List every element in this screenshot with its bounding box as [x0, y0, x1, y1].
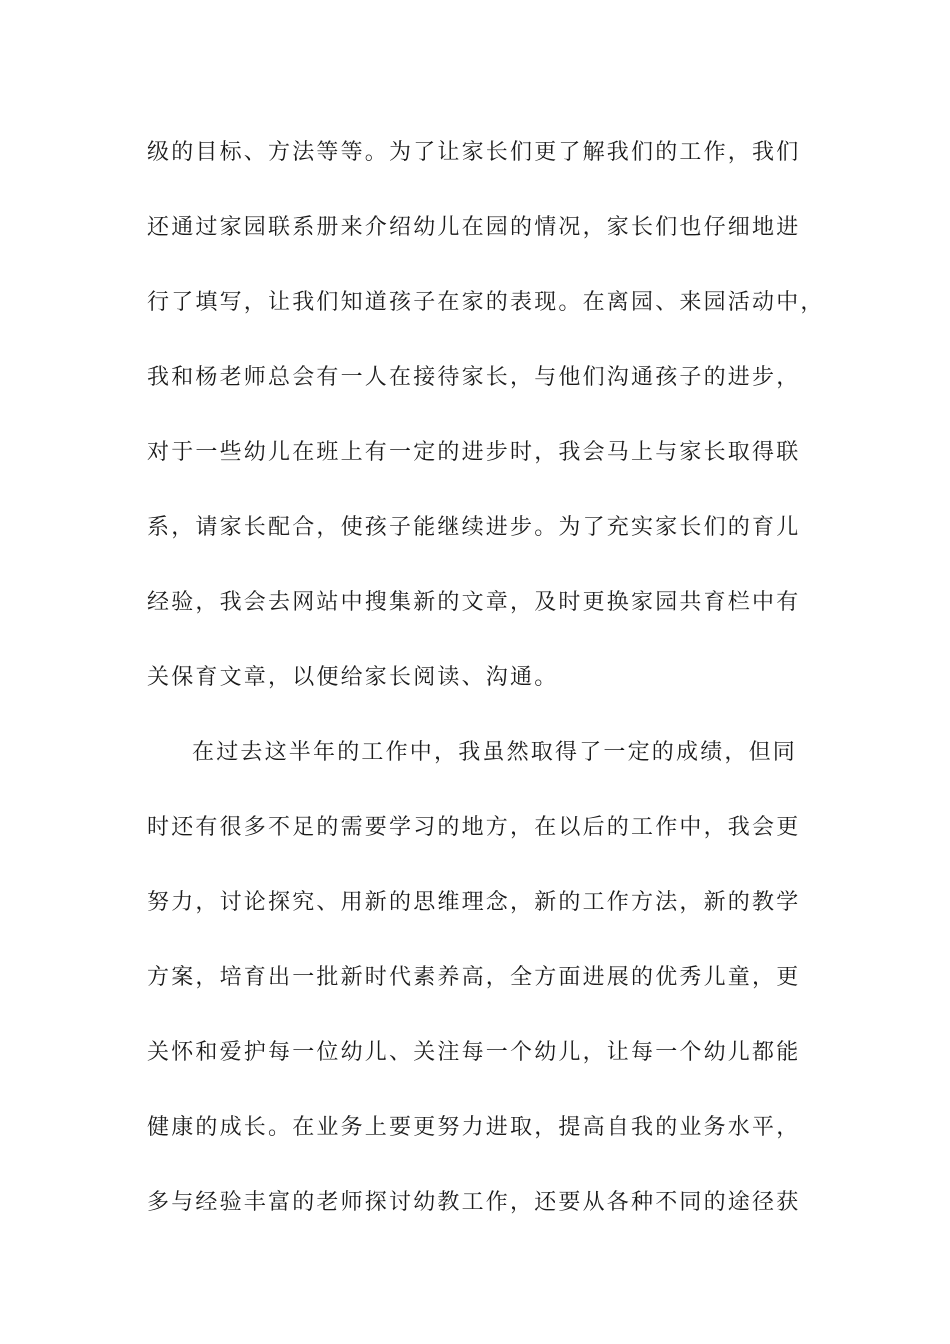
text-line: 级的目标、方法等等。为了让家长们更了解我们的工作，我们 — [147, 140, 801, 165]
text-line: 关保育文章，以便给家长阅读、沟通。 — [147, 665, 559, 690]
body-text — [147, 124, 825, 1249]
text-line: 对于一些幼儿在班上有一定的进步时，我会马上与家长取得联 — [147, 440, 801, 465]
text-line: 多与经验丰富的老师探讨幼教工作，还要从各种不同的途径获 — [147, 1190, 801, 1215]
text-line: 行了填写，让我们知道孩子在家的表现。在离园、来园活动中， — [147, 290, 825, 315]
text-line: 时还有很多不足的需要学习的地方，在以后的工作中，我会更 — [147, 815, 801, 840]
text-line: 还通过家园联系册来介绍幼儿在园的情况，家长们也仔细地进 — [147, 215, 801, 240]
text-line: 经验，我会去网站中搜集新的文章，及时更换家园共育栏中有 — [147, 590, 801, 615]
text-line: 我和杨老师总会有一人在接待家长，与他们沟通孩子的进步， — [147, 365, 801, 390]
paragraph-start-line: 在过去这半年的工作中，我虽然取得了一定的成绩，但同 — [192, 740, 798, 765]
text-line: 健康的成长。在业务上要更努力进取，提高自我的业务水平， — [147, 1115, 801, 1140]
text-line: 方案，培育出一批新时代素养高，全方面进展的优秀儿童，更 — [147, 965, 801, 990]
text-line: 努力，讨论探究、用新的思维理念，新的工作方法，新的教学 — [147, 890, 801, 915]
text-line: 系，请家长配合，使孩子能继续进步。为了充实家长们的育儿 — [147, 515, 801, 540]
text-line: 关怀和爱护每一位幼儿、关注每一个幼儿，让每一个幼儿都能 — [147, 1040, 801, 1065]
